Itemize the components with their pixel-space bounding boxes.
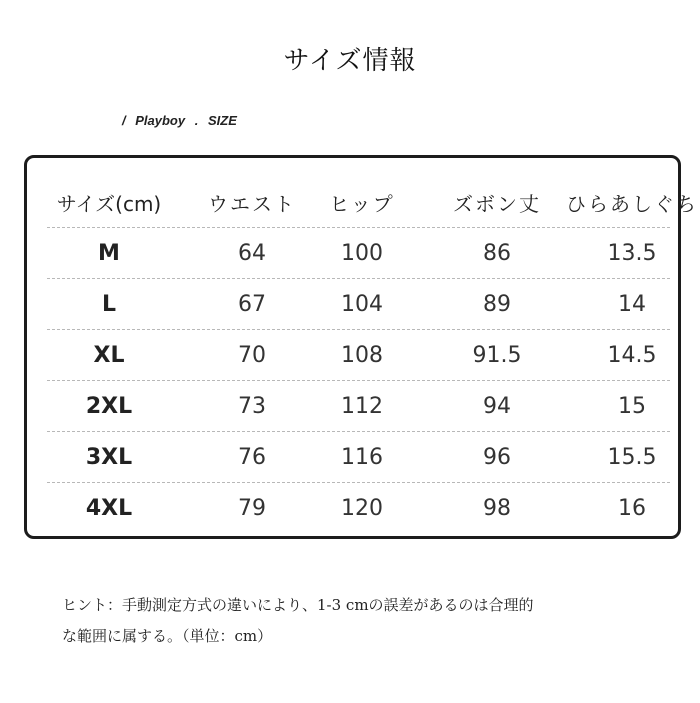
brand-name: Playboy: [135, 113, 186, 128]
table-row: [47, 279, 670, 330]
measurement-note: [62, 590, 682, 652]
hip-cell: 120: [341, 496, 383, 521]
table-row: [47, 381, 670, 432]
brand-size-label: SIZE: [207, 113, 237, 128]
hem-width-cell: 15.5: [607, 444, 657, 470]
hem-width-cell: 15: [618, 393, 646, 419]
size-cell: XL: [93, 342, 125, 368]
waist-cell: 67: [238, 291, 266, 317]
page-title: サイズ情報: [283, 46, 417, 76]
hip-cell: 104: [341, 291, 383, 317]
table-row: [47, 330, 670, 381]
hip-cell: 108: [341, 342, 383, 368]
pants-length-cell: 89: [483, 291, 511, 317]
header-waist: ウエスト: [208, 192, 296, 216]
header-hip: ヒップ: [329, 192, 395, 216]
hip-cell: 112: [341, 393, 383, 419]
hip-cell: 116: [341, 444, 383, 470]
size-cell: 4XL: [85, 496, 133, 521]
hem-width-cell: 14: [618, 291, 646, 317]
brand-slash: /: [122, 113, 126, 128]
brand-line: [122, 113, 243, 128]
waist-cell: 73: [238, 393, 266, 419]
pants-length-cell: 96: [483, 444, 511, 470]
size-cell: M: [98, 240, 120, 266]
waist-cell: 70: [238, 342, 266, 368]
table-row: [47, 483, 670, 534]
pants-length-cell: 86: [483, 240, 511, 266]
waist-cell: 79: [238, 496, 266, 521]
waist-cell: 76: [238, 444, 266, 470]
pants-length-cell: 94: [483, 393, 511, 419]
hem-width-cell: 14.5: [607, 342, 657, 368]
note-line-2: な範囲に属する。（単位：cm）: [62, 627, 273, 645]
table-header-row: [47, 178, 698, 228]
hem-width-cell: 16: [618, 496, 646, 521]
size-cell: 3XL: [85, 444, 133, 470]
header-hem-width: ひらあしぐち: [566, 192, 698, 216]
hem-width-cell: 13.5: [607, 240, 657, 266]
table-row: [47, 432, 670, 483]
header-size: サイズ(cm): [56, 192, 162, 216]
pants-length-cell: 98: [483, 496, 511, 521]
header-pants-length: ズボン丈: [453, 192, 541, 216]
size-cell: 2XL: [85, 393, 133, 419]
waist-cell: 64: [238, 240, 266, 266]
size-cell: L: [101, 291, 117, 317]
brand-dot: .: [194, 113, 199, 128]
hip-cell: 100: [341, 240, 383, 266]
table-row: [47, 228, 670, 279]
size-table: [24, 155, 698, 539]
pants-length-cell: 91.5: [472, 342, 522, 368]
note-line-1: ヒント：手動測定方式の違いにより、1-3 cmの誤差があるのは合理的: [62, 596, 534, 614]
